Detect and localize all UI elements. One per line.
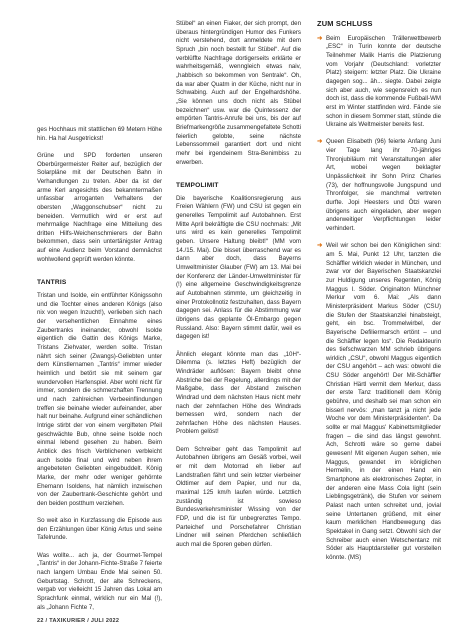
- column-right: [317, 20, 441, 571]
- paragraph: Stübel“ an einen Fiaker, der sich prompt, den überaus hintergründigen Humor des Funkers nicht verstehend, dort anmeldete mit dem Spruch „bin noch bestellt fur Stübel“. Auf die verblüffte Nachfrage dortigerseits erklärte er wahrheitsgemäß, wenngleich etwas naiv, „habbisch so bekommen von Sentrale“. Oh, da war aber Quatm in der Küche, nicht nur in Schwabing. Auch auf der Engelhardshöhe. „Sie können uns doch nicht als Stübel bezeichnen“ usw. war die Quintessenz der empörten Tantris-Anrufe bei uns, bis der auf Briefmarkengröße zusammengefaltete Schotti feierlich gelobte, seine nächste Lebenssommeil garantiert dort und nicht mehr bei irgendeinem Stra-Benimbiss zu erwerben.: [176, 20, 301, 166]
- column-left: [37, 126, 162, 612]
- arrow-right-icon: ➜: [317, 138, 323, 146]
- arrow-right-icon: ➜: [317, 34, 323, 42]
- bullet-text: Queen Elisabeth (96) feierte Anfang Juni vier Tage lang ihr 70-jähriges Thronjubiläum mit Veranstaltungen aller Art, wobei wegen beklagter Unpässlichkeit ihr Sohn Prinz Charles (73), der hoffnungsvolle Jungspund und Thronfolger, sie manchmal vertreten durfte. Jopi Heesters und Ötzi waren übrigens auch eingeladen, aber wegen anderweitiger Verpflichtungen leider verhindert.: [326, 138, 441, 233]
- paragraph: Tristan und Isolde, ein entführter Königssohn und die Tochter eines anderen Königs (also nix von wegen Inzucht!), verlieben sich nach der versehentlichen Einnahme eines Zaubertranks ineinander, obwohl Isolde eigentlich die Gattin des Königs Marke, Tristans Ziehvater, werden sollte. Tristan nährt sich seiner (Zwangs)-Geliebten unter dem Künstlernamen „Tantris“ immer wieder heimlich und betört sie mit seinem gar wundervollen Harfenspiel. Aber wohl nicht für immer, sondern die schmerzhaften Trennung und nach zahlreichen Verbeeinflindungen treffen sie beinahe wieder aufeinander, aber halt nur beinahe. Aufgrund einer schändlichen Intrige stirbt der von einem vergifteten Pfeil geschwächte Bub, ohne seine Isolde noch einmal lebend gesehen zu haben. Beim Anblick des frisch Verblichenen verbleicht auch Isolde final und wird neben ihrem angebeteten Geliebten eingebuddelt. König Marke, der mehr oder weniger gehörnte Ehemann Isoldens, hat nämlich inzwischen von der Zaubertrank-Geschichte gehört und den beiden postthum verziehen.: [37, 292, 162, 507]
- arrow-right-icon: ➜: [317, 242, 323, 250]
- paragraph: Dem Schreiber geht das Tempolimit auf Autobahnen übrigens am Gesäß vorbei, weil er mit dem Motorrad eh lieber auf Landstraßen fährt und sein letzter vierbeiner Oldtimer auf dem Papier, und nur da, maximal 125 km/h laufen würde. Letztlich zuständig ist sowieso Bundesverkehrsminister Wissing von der FDP, und die ist für unbegrenztes Tempo. Parteichef und Porschefahrer Christian Lindner will seinen Pferdchen schließlich auch mal die Sporen geben dürfen.: [176, 445, 301, 548]
- bullet-text: Weil wir schon bei den Königlichen sind: am 5. Mai, Punkt 12 Uhr, tanzten die Schäffler wirklich wieder in München, und zwar vor der Bayerischen Staatskanzlei zur Huldigung unseres Regenten, König Maggus I. Söder. Originalton Münchner Merkur vom 6. Mai: „Als dann Ministerpräsident Markus Söder (CSU) die Stufen der Staatskanzlei hinabsteigt, geht, ein bsc. Trommelwirbel, der Bayerische Defiliermarsch ertönt – und die Schäffler legen los“. Die Redakteurin des tiefschwarzen MM schrieb übrigens wirklich „CSU“, obwohl Maggus eigentlich der CSU angehört – ach was: obwohl die CSU Söder angehört! Der Mit-Schäffler Christian Härtl vermit dem Merkur, dass der erste Tanz traditionell dem König gebühre, und deshalb sei man schon ein bisserl nervös: „man tanzt ja nicht jede Woche vor dem Ministerpräsidenten“. Da sollte er mal Maggus' Kabinettsmitglieder fragen – die sind das längst gewohnt. Ach, Schrotti wäre so gerne dabei gewesen! Mit eigenen Augen sehen, wie Maggus, gewandet im königlichen Hermelin, in der einen Hand ein Smartphone als elektronisches Zepter, in der anderen eine Mass Cola light (sein Lieblingsgetränk), die Stufen vor seinem Palast nach unten schreitet und, jovial seine Untertanen grüßend, mit einer kaum merklichen Handbewegung das Spektakel in Gang setzt. Obwohl sich der Schreiber auch einen Wetschentanz mit Söder als Hauptdarsteller gut vorstellen könnte. (MS): [326, 242, 441, 561]
- paragraph: Ähnlich elegant könnte man das „10H“-Dilemma (s. letztes Heft) bezüglich der Windräder auflösen: Bayern bleibt ohne Abstriche bei der Regelung, allerdings mit der Maßgabe, dass der Abstand zwischen Windrad und dem nächsten Haus nicht mehr nach der zehnfachen Höhe des Windrads bemessen wird, sondern nach der zehnfachen Höhe des nächsten Hauses. Problem gelöst!: [176, 350, 301, 436]
- paragraph: Was wollte... ach ja, der Gourmet-Tempel „Tantris“ in der Johann-Fichte-Straße 7 feierte nach langem Umbau Ende Mai seinen 50. Geburtstag. Schrott, der alte Schreckens, vergab vor vielleicht 15 Jahren das Lokal am Sprachfunk einmal, wirklich nur ein Mal (!), als „Johann Fichte 7,: [37, 551, 162, 611]
- paragraph: Die bayerische Koalitionsregierung aus Freien Wählern (FW) und CSU ist gegen ein generelles Tempolimit auf Autobahnen. Erst Mitte April bekräftigte die CSU nochmals: „Mit uns wird es kein generelles Tempolimit geben. Unsere Haltung bleibt!“ (MM vom 14./15. Mai). Die bisset überraschend war es dann aber doch, dass Bayerns Umweltminister Glauber (FW) am 13. Mai bei der Konferenz der Länder-Umweltminister für (!) eine allgemeine Geschwindigkeitsgrenze auf Autobahnen stimmte, um gleichzeitig in einer Protokollnotiz festzuhalten, dass Bayern dagegen sei. Anlass für die Abstimmung war übrigens das geplante Öl-Embargo gegen Russland. Also: Bayern stimmt dafür, weil es dagegen ist!: [176, 194, 301, 341]
- section-heading-zum-schluss: ZUM SCHLUSS: [317, 19, 373, 28]
- bullet-text: Beim Europäischen Trällerwettbewerb „ESC“ in Turin konnte der deutsche Teilnehmer Malik Harris die Platzierung vom Vorjahr (Deutschland: vorletzter Platz) steigern: letzter Platz. Die Ukraine dagegen sog... äh... siegte. Dabei zeigte sich aber auch, wie segensreich es nun doch ist, dass die kommende Fußball-WM erst im Winter stattfinden wird. Fände sie schon in diesem Sommer statt, stünde die Ukraine als Weltmeister bereits fest.: [326, 34, 441, 129]
- section-heading-tantris: TANTRIS: [37, 279, 67, 287]
- page-footer: 22 / TAXIKURIER / JULI 2022: [37, 618, 120, 624]
- paragraph: Grüne und SPD forderten unseren Oberbürgermeister Reiter auf, bezüglich der Solarpläne mit der Deutschen Bahn in Verhandlungen zu treten. Aber da ist der arme Kerl angesichts des bekanntermaßen unfassbar arroganten Verhaltens der obersten „Waggonschubser“ nicht zu beneiden. Vermutlich wird er erst auf mehrmalige Nachfrage eine Mitteilung des dritten Hilfs-Weichenschmierers der Bahn bekommen, dass sein untertänigster Antrag auf eine Audienz beim Vorstand demnächst wohlwollend geprüft werden könnte.: [37, 151, 162, 263]
- paragraph: ges Hochhaus mit stattlichen 69 Metern Höhe hin. Ha ha! Ausgetrickst!: [37, 126, 162, 142]
- bullet-item: [317, 35, 441, 130]
- bullet-item: [317, 242, 441, 562]
- paragraph: So weit also in Kurzfassung die Episode aus den Erzählungen über König Artus und seine Tafelrunde.: [37, 517, 162, 542]
- column-middle: [176, 20, 301, 550]
- bullet-item: [317, 138, 441, 233]
- section-heading-tempolimit: TEMPOLIMIT: [176, 182, 219, 190]
